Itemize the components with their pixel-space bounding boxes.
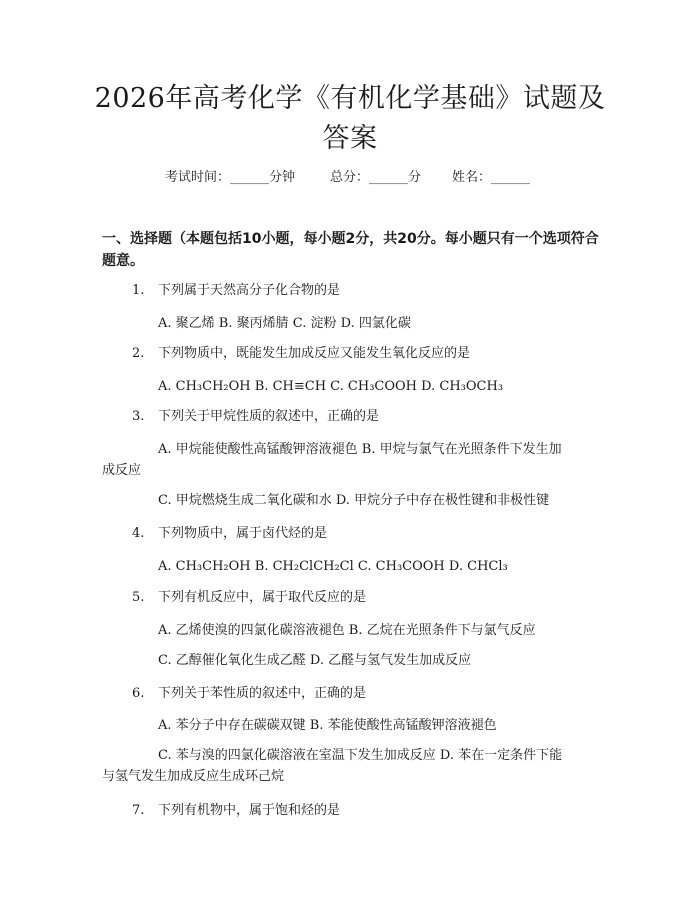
question-options: A. 苯分子中存在碳碳双键 B. 苯能使酸性高锰酸钾溶液褪色 [158, 718, 497, 733]
question-text: 下列属于天然高分子化合物的是 [158, 283, 341, 298]
question-options: A. 聚乙烯 B. 聚丙烯腈 C. 淀粉 D. 四氯化碳 [158, 316, 411, 331]
section-heading: 一、选择题（本题包括10小题，每小题2分，共20分。每小题只有一个选项符合题意。 [102, 231, 599, 269]
question-options: A. CH₃CH₂OH B. CH₂ClCH₂Cl C. CH₃COOH D. CHCl₃ [158, 559, 508, 574]
question-options-continued: 与氢气发生加成反应生成环己烷 [102, 769, 285, 784]
question-number: 7. [132, 803, 145, 818]
exam-time: 考试时间：______分钟 [165, 170, 296, 185]
page-title: 2026年高考化学《有机化学基础》试题及答案 [94, 83, 606, 154]
question-number: 4. [132, 526, 145, 541]
student-name: 姓名：______ [452, 170, 531, 185]
question-options: C. 甲烷燃烧生成二氧化碳和水 D. 甲烷分子中存在极性键和非极性键 [158, 493, 550, 508]
question-text: 下列关于苯性质的叙述中，正确的是 [158, 686, 367, 701]
question-text: 下列关于甲烷性质的叙述中，正确的是 [158, 409, 380, 424]
question-text: 下列物质中，既能发生加成反应又能发生氧化反应的是 [158, 346, 471, 361]
question-options: A. CH₃CH₂OH B. CH≡CH C. CH₃COOH D. CH₃OCH₃ [158, 379, 504, 394]
question-options: C. 苯与溴的四氯化碳溶液在室温下发生加成反应 D. 苯在一定条件下能 [158, 748, 563, 763]
question-options-continued: 成反应 [102, 463, 142, 478]
question-number: 3. [132, 409, 145, 424]
question-text: 下列有机反应中，属于取代反应的是 [158, 590, 367, 605]
question-options: A. 甲烷能使酸性高锰酸钾溶液褪色 B. 甲烷与氯气在光照条件下发生加 [158, 442, 562, 457]
question-text: 下列有机物中，属于饱和烃的是 [158, 803, 341, 818]
question-text: 下列物质中，属于卤代烃的是 [158, 526, 328, 541]
question-number: 6. [132, 686, 145, 701]
question-number: 5. [132, 590, 145, 605]
question-number: 1. [132, 283, 145, 298]
total-score: 总分：______分 [330, 170, 422, 185]
question-options: C. 乙醇催化氧化生成乙醛 D. 乙醛与氢气发生加成反应 [158, 653, 472, 668]
question-options: A. 乙烯使溴的四氯化碳溶液褪色 B. 乙烷在光照条件下与氯气反应 [158, 623, 536, 638]
question-number: 2. [132, 346, 145, 361]
